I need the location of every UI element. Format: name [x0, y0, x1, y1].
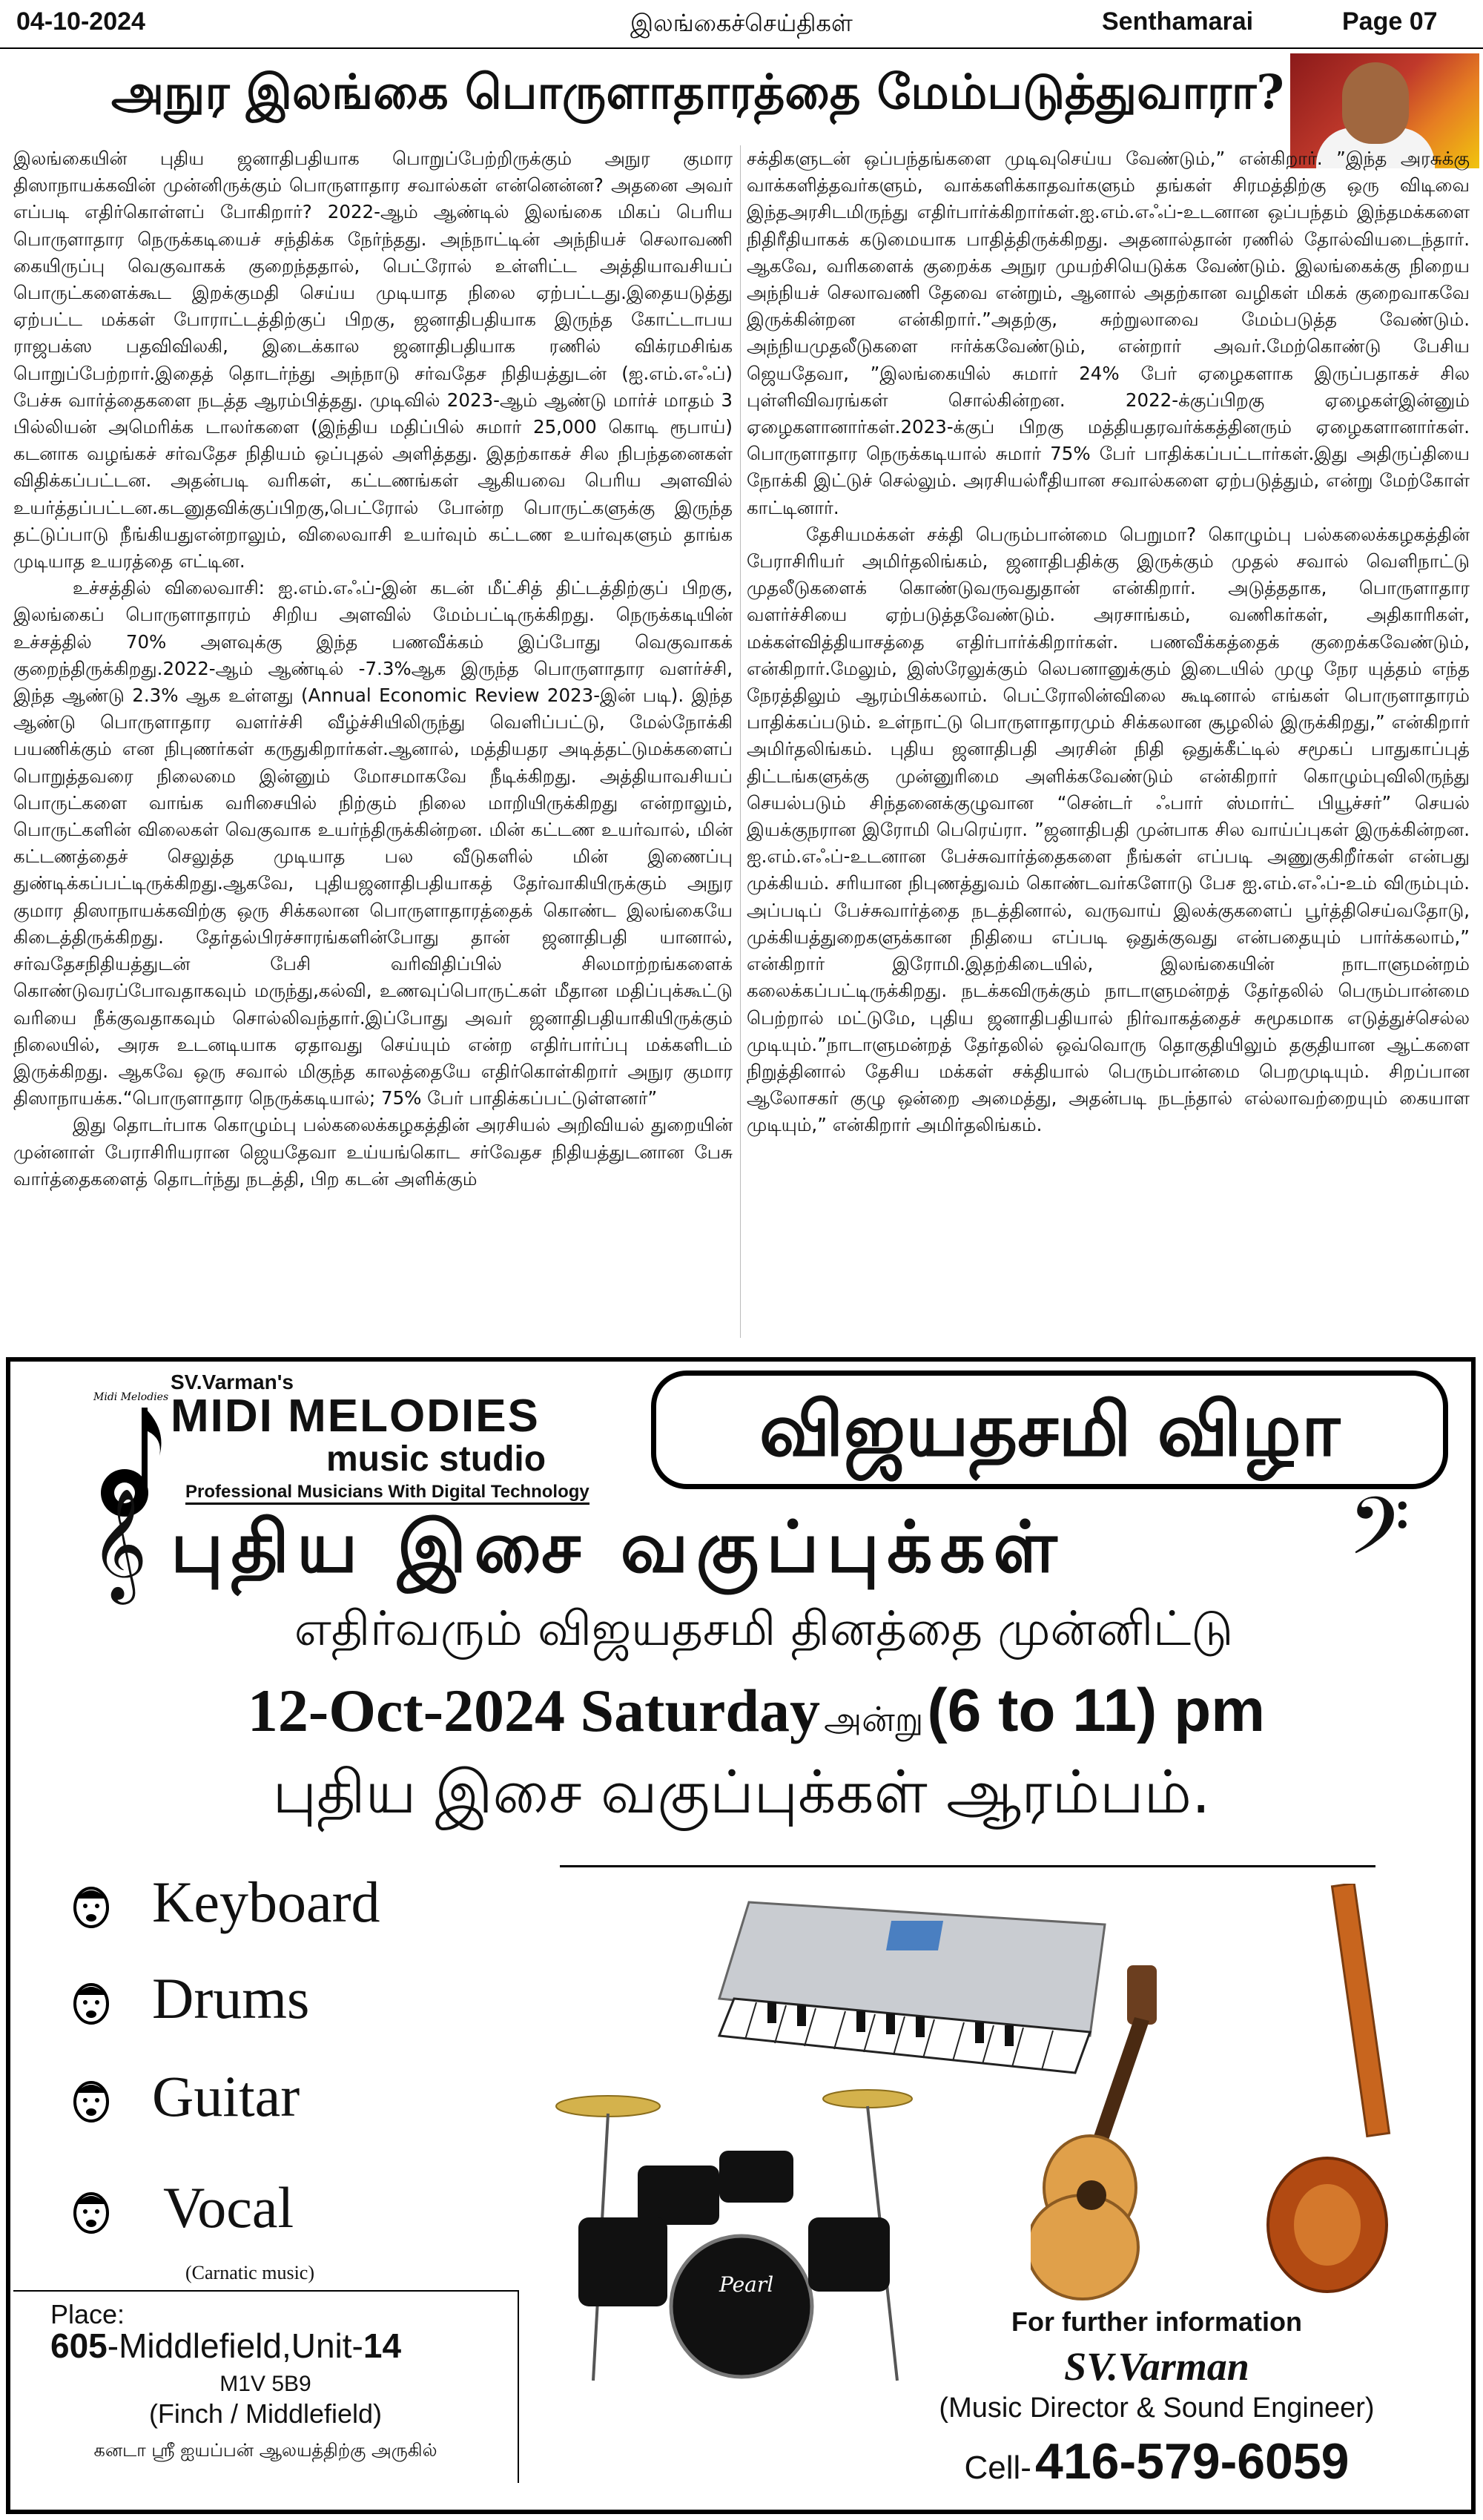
- singer-face-icon: [70, 1882, 112, 1930]
- article-paragraph: உச்சத்தில் விலைவாசி: ஐ.எம்.எஃப்-இன் கடன் மீட்சித் திட்டத்திற்குப் பிறகு, இலங்கைப் பொருளாதாரம் சிறிய அளவில் மேம்பட்டிருக்கிறது. நெருக்கடியின் உச்சத்தில் 70% அளவுக்கு இந்த பணவீக்கம் இப்போது வெகுவாகக் குறைந்திருக்கிறது.2022-ஆம் ஆண்டில் -7.3%ஆக இருந்த பொருளாதார வளர்ச்சி, இந்த ஆண்டு 2.3% ஆக உள்ளது (Annual Economic Review 2023-இன் படி). இந்த ஆண்டு பொருளாதார வளர்ச்சி வீழ்ச்சியிலிருந்து வெளிப்பட்டு, மேல்நோக்கி பயணிக்கும் என நிபுணர்கள் கருதுகிறார்கள்.ஆனால், மத்தியதர அடித்தட்டுமக்களைப் பொறுத்தவரை நிலைமை இன்னும் மோசமாகவே நீடிக்கிறது. அத்தியாவசியப் பொருட்களை வாங்க வரிசையில் நிற்கும் நிலை மாறியிருக்கிறது என்றாலும், பொருட்களின் விலைகள் வெகுவாக உயர்ந்திருக்கின்றன. மின் கட்டண உயர்வால், மின் கட்டணத்தைச் செலுத்த முடியாத பல வீடுகளில் மின் இணைப்பு துண்டிக்கப்பட்டிருக்கிறது.ஆகவே, புதியஜனாதிபதியாகத் தேர்வாகியிருக்கும் அநுர குமார திஸாநாயக்கவிற்கு ஒரு சிக்கலான பொருளாதாரத்தைக் கொண்ட இலங்கையே கிடைத்திருக்கிறது. தேர்தல்பிரச்சாரங்களின்போது தான் ஜனாதிபதி யானால், சர்வதேசநிதியத்துடன் பேசி வரிவிதிப்பில் சிலமாற்றங்களைக் கொண்டுவரப்போவதாகவும் மருந்து,கல்வி, உணவுப்பொருட்கள் மீதான மதிப்புக்கூட்டு வரியை நீக்குவதாகவும் சொல்லிவந்தார்.இப்போது அவர் ஜனாதிபதியாகியிருக்கும் நிலையில், அரசு உடனடியாக ஏதாவது செய்யும் என்ற எதிர்பார்ப்பு மக்களிடம் இருக்கிறது. ஆகவே ஒரு சவால் மிகுந்த காலத்தையே எதிர்கொள்கிறார் அநுர குமார திஸாநாயக்க.“பொருளாதார நெருக்கடியால்; 75% பேர் பாதிக்கப்பட்டுள்ளனர்”: [13, 577, 733, 1109]
- treble-clef-icon: 𝄞: [90, 1487, 148, 1600]
- place-label: Place:: [50, 2299, 125, 2329]
- event-date-line: [89, 1676, 1424, 1746]
- page-header: [0, 0, 1483, 49]
- section-title: இலங்கைச்செய்திகள்: [630, 9, 853, 37]
- vocal-note: (Carnatic music): [185, 2262, 314, 2283]
- event-time: (6 to 11) pm: [927, 1677, 1266, 1744]
- singer-face-icon: [70, 2077, 112, 2124]
- venue-street-name: -Middlefield,Unit-: [107, 2326, 363, 2365]
- issue-date: 04-10-2024: [16, 7, 145, 36]
- contact-phone-line: [875, 2432, 1439, 2490]
- drum-kit-illustration-icon: [549, 2069, 964, 2388]
- contact-phone: 416-579-6059: [1035, 2433, 1350, 2490]
- new-classes-heading: புதிய இசை வகுப்புக்கள்: [171, 1505, 1065, 1589]
- course-label: Vocal: [163, 2175, 294, 2240]
- article-paragraph: சக்திகளுடன் ஒப்பந்தங்களை முடிவுசெய்ய வேண்டும்,” என்கிறார். ”இந்த அரசுக்கு வாக்களித்தவர்களும், வாக்களிக்காதவர்களும் தங்கள் சிரமத்திற்கு ஒரு விடிவை இந்தஅரசிடமிருந்து எதிர்பார்க்கிறார்கள்.ஐ.எம்.எஃப்-உடனான ஒப்பந்தம் இந்தமக்களை நிதிரீதியாகக் கடுமையாக பாதித்திருக்கிறது. அதனால்தான் ரணில் தோல்வியடைந்தார். ஆகவே, வரிகளைக் குறைக்க அநுர முயற்சியெடுக்க வேண்டும். இலங்கைக்கு நிறைய அந்நியச் செலாவணி தேவை என்றும், ஆனால் அதற்கான வழிகள் மிகக் குறைவாகவே இருக்கின்றன என்கிறார்.”அதற்கு, சுற்றுலாவை மேம்படுத்த வேண்டும். அந்நியமுதலீடுகளை ஈர்க்கவேண்டும், என்றார் அவர்.மேற்கொண்டு பேசிய ஜெயதேவா, ”இலங்கையில் சுமார் 24% பேர் ஏழைகளாக இருப்பதாகச் சில புள்ளிவிவரங்கள் சொல்கின்றன. 2022-க்குப்பிறகு ஏழைகள்இன்னும் ஏழைகளானார்கள்.2023-க்குப் பிறகு மத்தியதரவர்க்கத்தினரும் ஏழைகளானார்கள். பொருளாதார நெருக்கடியால் சுமார் 75% பேர் பாதிக்கப்பட்டார்கள்.இது அதிருப்தியை நோக்கி இட்டுச் செல்லும். அரசியல்ரீதியான சவால்களை ஏற்படுத்தும், என்று மேற்கோள் காட்டினார்.: [747, 148, 1470, 518]
- studio-tagline: Professional Musicians With Digital Technology: [185, 1482, 589, 1505]
- studio-name: MIDI MELODIES: [171, 1391, 540, 1442]
- article-paragraph: இலங்கையின் புதிய ஜனாதிபதியாக பொறுப்பேற்றிருக்கும் அநுர குமார திஸாநாயக்கவின் முன்னிருக்கும் பொருளாதார சவால்கள் என்னென்ன? அதனை அவர் எப்படி எதிர்கொள்ளப் போகிறார்? 2022-ஆம் ஆண்டில் இலங்கை மிகப் பெரிய பொருளாதார நெருக்கடியைச் சந்திக்க நேர்ந்தது. அந்நாட்டின் அந்நியச் செலாவணி கையிருப்பு வெகுவாகக் குறைந்ததால், பெட்ரோல் உள்ளிட்ட அத்தியாவசியப் பொருட்களைக்கூட இறக்குமதி செய்ய முடியாத நிலை ஏற்பட்டது.இதையடுத்து ஏற்பட்ட மக்கள் போராட்டத்திற்குப் பிறகு, ஜனாதிபதியாக இருந்த கோட்டாபய ராஜபக்ஸ பதவிவிலகி, இடைக்கால ஜனாதிபதியாக ரணில் விக்ரமசிங்க பொறுப்பேற்றார்.இதைத் தொடர்ந்து அந்நாடு சர்வதேச நிதியத்துடன் (ஐ.எம்.எஃப்) பேச்சு வார்த்தைகளை நடத்த ஆரம்பித்தது. முடிவில் 2023-ஆம் ஆண்டு மார்ச் மாதம் 3 பில்லியன் அமெரிக்க டாலர்களை (இந்திய மதிப்பில் சுமார் 25,000 கொடி ரூபாய்) கடனாக வழங்கச் சர்வதேச நிதியம் ஒப்புதல் அளித்தது. இதற்காகச் சில நிபந்தனைகள் விதிக்கப்பட்டன. அதன்படி வரிகள், கட்டணங்கள் ஆகியவை பெரிய அளவில் உயர்த்தப்பட்டன.கடனுதவிக்குப்பிறகு,பெட்ரோல் போன்ற பொருட்களுக்கு இருந்த தட்டுப்பாடு நீங்கியதுஎன்றாலும், விலைவாசி உயர்வும் கட்டண உயர்வுகளும் தாங்க முடியாத உயரத்தை எட்டின.: [13, 148, 733, 573]
- venue-address-box: [13, 2290, 519, 2483]
- guitar-illustration-icon: [1031, 1965, 1179, 2306]
- cell-label: Cell-: [964, 2450, 1031, 2486]
- bass-clef-icon: 𝄢: [1348, 1480, 1410, 1592]
- venue-postal-code: M1V 5B9: [219, 2372, 311, 2396]
- festival-title: விஜயதசமி விழா: [651, 1371, 1448, 1489]
- page-number: Page 07: [1342, 7, 1438, 36]
- article-column-left: [13, 145, 733, 1339]
- event-date-on: அன்று: [824, 1699, 924, 1739]
- singer-face-icon: [70, 2188, 112, 2235]
- studio-subtitle: music studio: [326, 1439, 546, 1479]
- drum-brand: Pearl: [719, 2272, 774, 2297]
- contact-label: For further information: [1011, 2306, 1302, 2337]
- event-date: 12-Oct-2024 Saturday: [247, 1677, 821, 1744]
- column-divider: [740, 145, 741, 1338]
- classes-start-line: புதிய இசை வகுப்புக்கள் ஆரம்பம்.: [272, 1758, 1211, 1827]
- singer-face-icon: [70, 1979, 112, 2026]
- course-label: Guitar: [152, 2064, 300, 2128]
- venue-street: [50, 2326, 401, 2366]
- contact-role: (Music Director & Sound Engineer): [939, 2392, 1375, 2424]
- course-label: Drums: [152, 1966, 310, 2031]
- tanpura-illustration-icon: [1261, 1884, 1409, 2299]
- occasion-line: எதிர்வரும் விஜயதசமி தினத்தை முன்னிட்டு: [294, 1602, 1234, 1657]
- venue-number: 605: [50, 2326, 108, 2365]
- article-headline: அநுர இலங்கை பொருளாதாரத்தை மேம்படுத்துவாரா?: [111, 65, 1284, 120]
- logo-small-text: Midi Melodies: [93, 1391, 169, 1403]
- article-column-right: [747, 145, 1470, 1332]
- studio-owner: SV.Varman's: [171, 1371, 294, 1393]
- course-label: Keyboard: [152, 1870, 380, 1934]
- ad-divider: [560, 1865, 1375, 1867]
- venue-cross-streets: (Finch / Middlefield): [148, 2398, 383, 2429]
- venue-landmark: கனடா ஸ்ரீ ஐயப்பன் ஆலயத்திற்கு அருகில்: [93, 2440, 437, 2461]
- venue-unit: 14: [363, 2326, 402, 2365]
- article-paragraph: தேசியமக்கள் சக்தி பெரும்பான்மை பெறுமா? கொழும்பு பல்கலைக்கழகத்தின் பேராசிரியர் அமிர்தலிங்கம், ஜனாதிபதிக்கு இருக்கும் முதல் சவால் வெளிநாட்டு முதலீடுகளைக் கொண்டுவருவதுதான் என்கிறார். அடுத்ததாக, பொருளாதார வளர்ச்சியை ஏற்படுத்தவேண்டும். அரசாங்கம், வணிகர்கள், அதிகாரிகள், மக்கள்வித்தியாசத்தை எதிர்பார்க்கிறார்கள். பணவீக்கத்தைக் குறைக்கவேண்டும், என்கிறார்.மேலும், இஸ்ரேலுக்கும் லெபனானுக்கும் இடையில் முழு நேர யுத்தம் எந்த நேரத்திலும் ஆரம்பிக்கலாம். பெட்ரோலின்விலை கூடினால் எங்கள் பொருளாதாரம் பாதிக்கப்படும். உள்நாட்டு பொருளாதாரமும் சிக்கலான சூழலில் இருக்கிறது,” என்கிறார் அமிர்தலிங்கம். புதிய ஜனாதிபதி அரசின் நிதி ஒதுக்கீட்டில் சமூகப் பாதுகாப்புத் திட்டங்களுக்கு முன்னுரிமை அளிக்கவேண்டும் என்கிறார் கொழும்புவிலிருந்து செயல்படும் சிந்தனைக்குழுவான “சென்டர் ஃபார் ஸ்மார்ட் பியூச்சர்” செயல் இயக்குநரான இரோமி பெரெய்ரா. ”ஜனாதிபதி முன்பாக சில வாய்ப்புகள் இருக்கின்றன. ஐ.எம்.எஃப்-உடனான பேச்சுவார்த்தைகளை நீங்கள் எப்படி அணுகுகிறீர்கள் என்பது முக்கியம். சரியான நிபுணத்துவம் கொண்டவர்களோடு பேச ஐ.எம்.எஃப்-உம் விரும்பும். அப்படிப் பேச்சுவார்த்தை நடத்தினால், வருவாய் இலக்குகளைப் பூர்த்திசெய்வதோடு, முக்கியத்துறைகளுக்கான நிதியை எப்படி ஒதுக்குவது என்பதையும் பார்க்கலாம்,” என்கிறார் இரோமி.இதற்கிடையில், இலங்கையின் நாடாளுமன்றம் கலைக்கப்பட்டிருக்கிறது. நடக்கவிருக்கும் நாடாளுமன்றத் தேர்தலில் பெரும்பான்மை பெற்றால் மட்டுமே, புதிய ஜனாதிபதியால் நிர்வாகத்தைச் சுமூகமாக எடுத்துச்செல்ல முடியும்.”நாடாளுமன்றத் தேர்தலில் ஒவ்வொரு தொகுதியிலும் தகுதியான ஆட்களை நிறுத்தினால் தேசிய மக்கள் சக்தியால் பெரும்பான்மை பெறமுடியும். சிறப்பான ஆலோசகர் குழு ஒன்றை அமைத்து, அதன்படி நடந்தால் எல்லாவற்றையும் கையாள முடியும்,” என்கிறார் அமிர்தலிங்கம்.: [747, 523, 1470, 1136]
- publication-name: Senthamarai: [1102, 7, 1254, 36]
- photo-head-shape: [1342, 62, 1409, 144]
- contact-name: SV.Varman: [1064, 2344, 1249, 2389]
- studio-logo-block: [82, 1371, 615, 1519]
- article-paragraph: இது தொடர்பாக கொழும்பு பல்கலைக்கழகத்தின் அரசியல் அறிவியல் துறையின் முன்னாள் பேராசிரியரான ஜெயதேவா உய்யங்கொட சர்வேதச நிதியத்துடனான பேசு வார்த்தைகளைத் தொடர்ந்து நடத்தி, பிற கடன் அளிக்கும்: [13, 1114, 733, 1190]
